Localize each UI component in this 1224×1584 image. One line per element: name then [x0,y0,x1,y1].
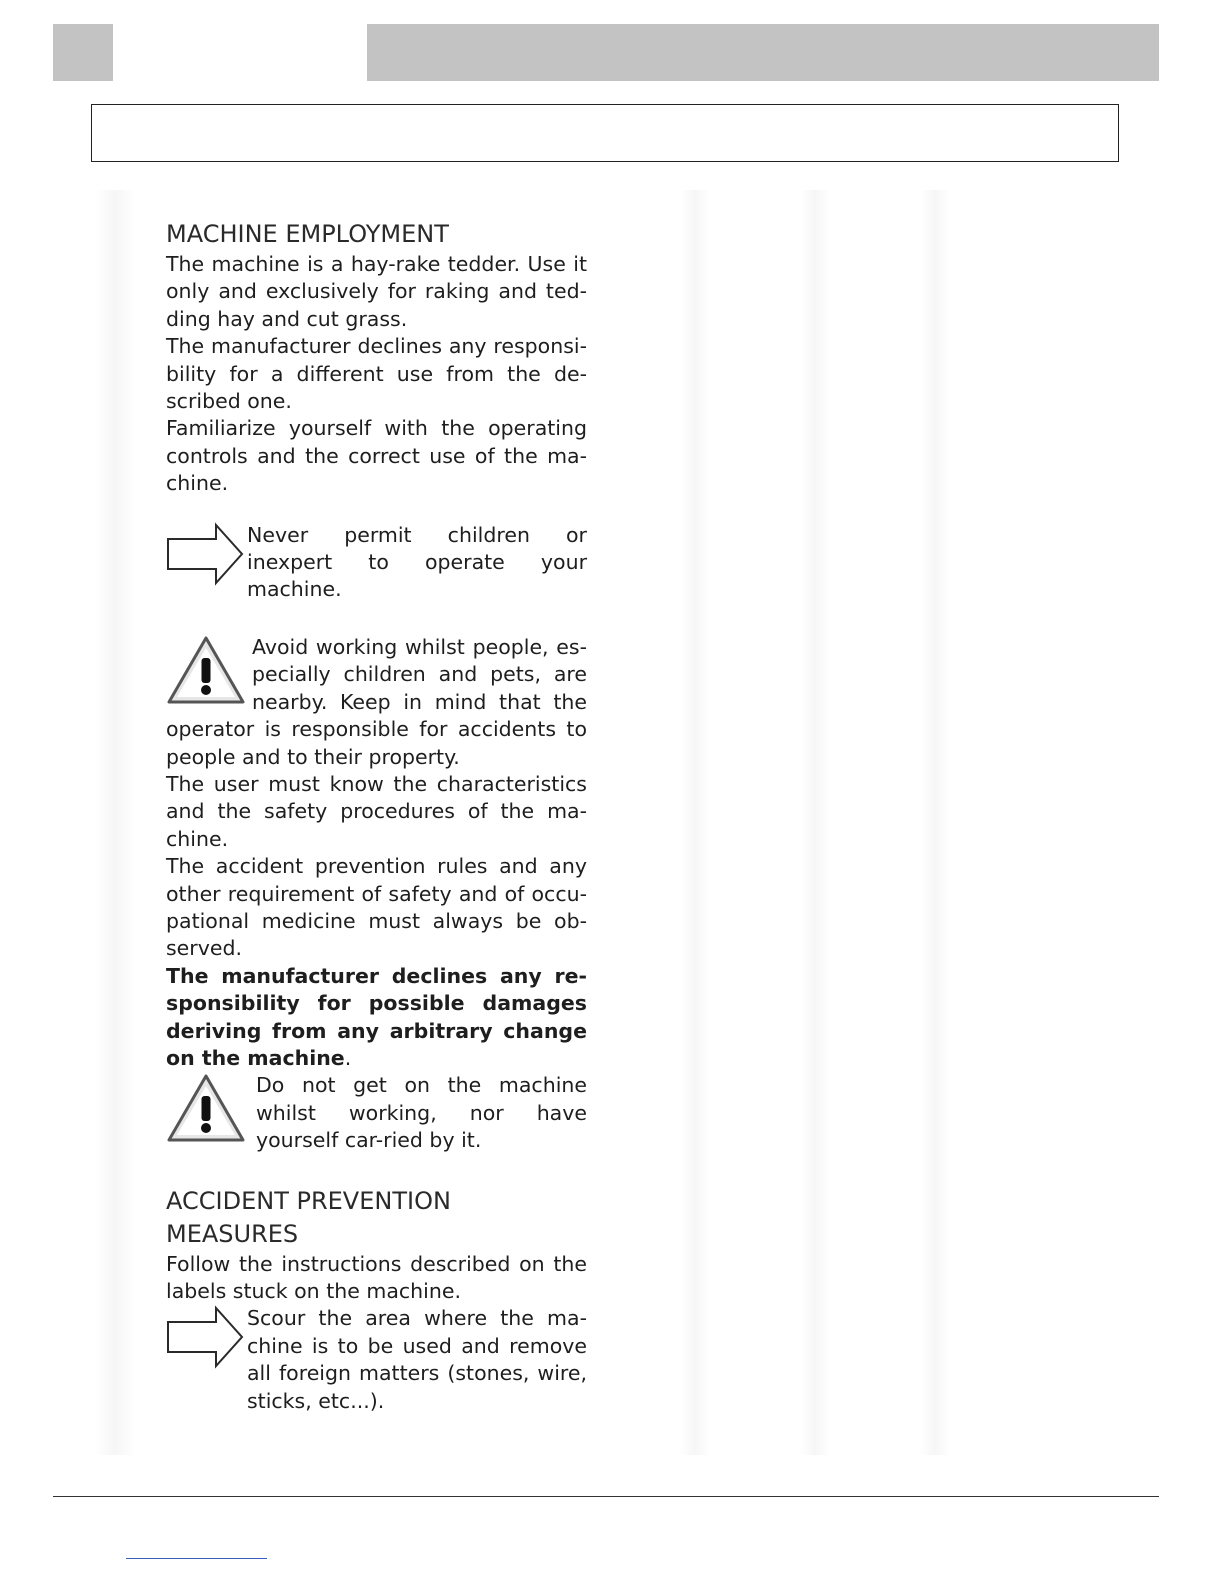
arrow-right-icon [166,522,244,586]
warning-block-riding [166,1072,587,1154]
warning-block-people [166,634,587,771]
note-children [166,522,587,604]
section-heading-machine-employment: MACHINE EMPLOYMENT [166,220,449,248]
scan-shade [680,190,710,1455]
paragraph: The manufacturer declines any responsi-bility for a different use from the de-scribed one. [166,334,587,414]
paragraph: The accident prevention rules and any other requirement of safety and of occu-pational medicine must always be ob-served. [166,854,587,961]
paragraph: Familiarize yourself with the operating controls and the correct use of the ma-chine. [166,416,587,496]
arrow-right-icon [166,1305,244,1369]
note-text: Never permit children or inexpert to operate your machine. [247,522,587,602]
section-heading-accident-prevention [166,1185,587,1251]
warning-text: Do not get on the machine whilst working, nor have yourself car-ried by it. [256,1073,587,1153]
warning-triangle-icon [166,634,246,706]
warning-triangle-icon [166,1072,246,1144]
warning-text: Avoid working whilst people, es-pecially children and pets, are nearby. Keep in mind that the operator is responsible for accidents to people and to their property. [166,634,587,769]
paragraph: The machine is a hay-rake tedder. Use it only and exclusively for raking and ted-ding hay and cut grass. [166,252,587,331]
bold-notice-end: . [344,1045,352,1070]
bold-notice-text: The manufacturer declines any re-sponsibility for possible damages deriving from any arbitrary change on the machine [166,963,587,1070]
chapter-title-box [91,104,1119,162]
text-column [166,218,587,1415]
header-tab-block [53,24,113,81]
header-bar [367,24,1159,81]
heading-line: ACCIDENT PREVENTION [166,1186,451,1215]
note-scour [166,1305,587,1415]
footer-link-underline [126,1558,267,1559]
heading-line: MEASURES [166,1219,299,1248]
note-text: Scour the area where the ma-chine is to be used and remove all foreign matters (stones, wire, sticks, etc...). [247,1306,587,1413]
paragraph: Follow the instructions described on the labels stuck on the machine. [166,1251,587,1303]
scan-shade [800,190,830,1455]
scan-shade [95,190,135,1455]
footer-rule [53,1496,1159,1497]
scan-shade [920,190,950,1455]
bold-notice [166,963,587,1073]
paragraph: The user must know the characteristics and the safety procedures of the ma-chine. [166,771,587,851]
